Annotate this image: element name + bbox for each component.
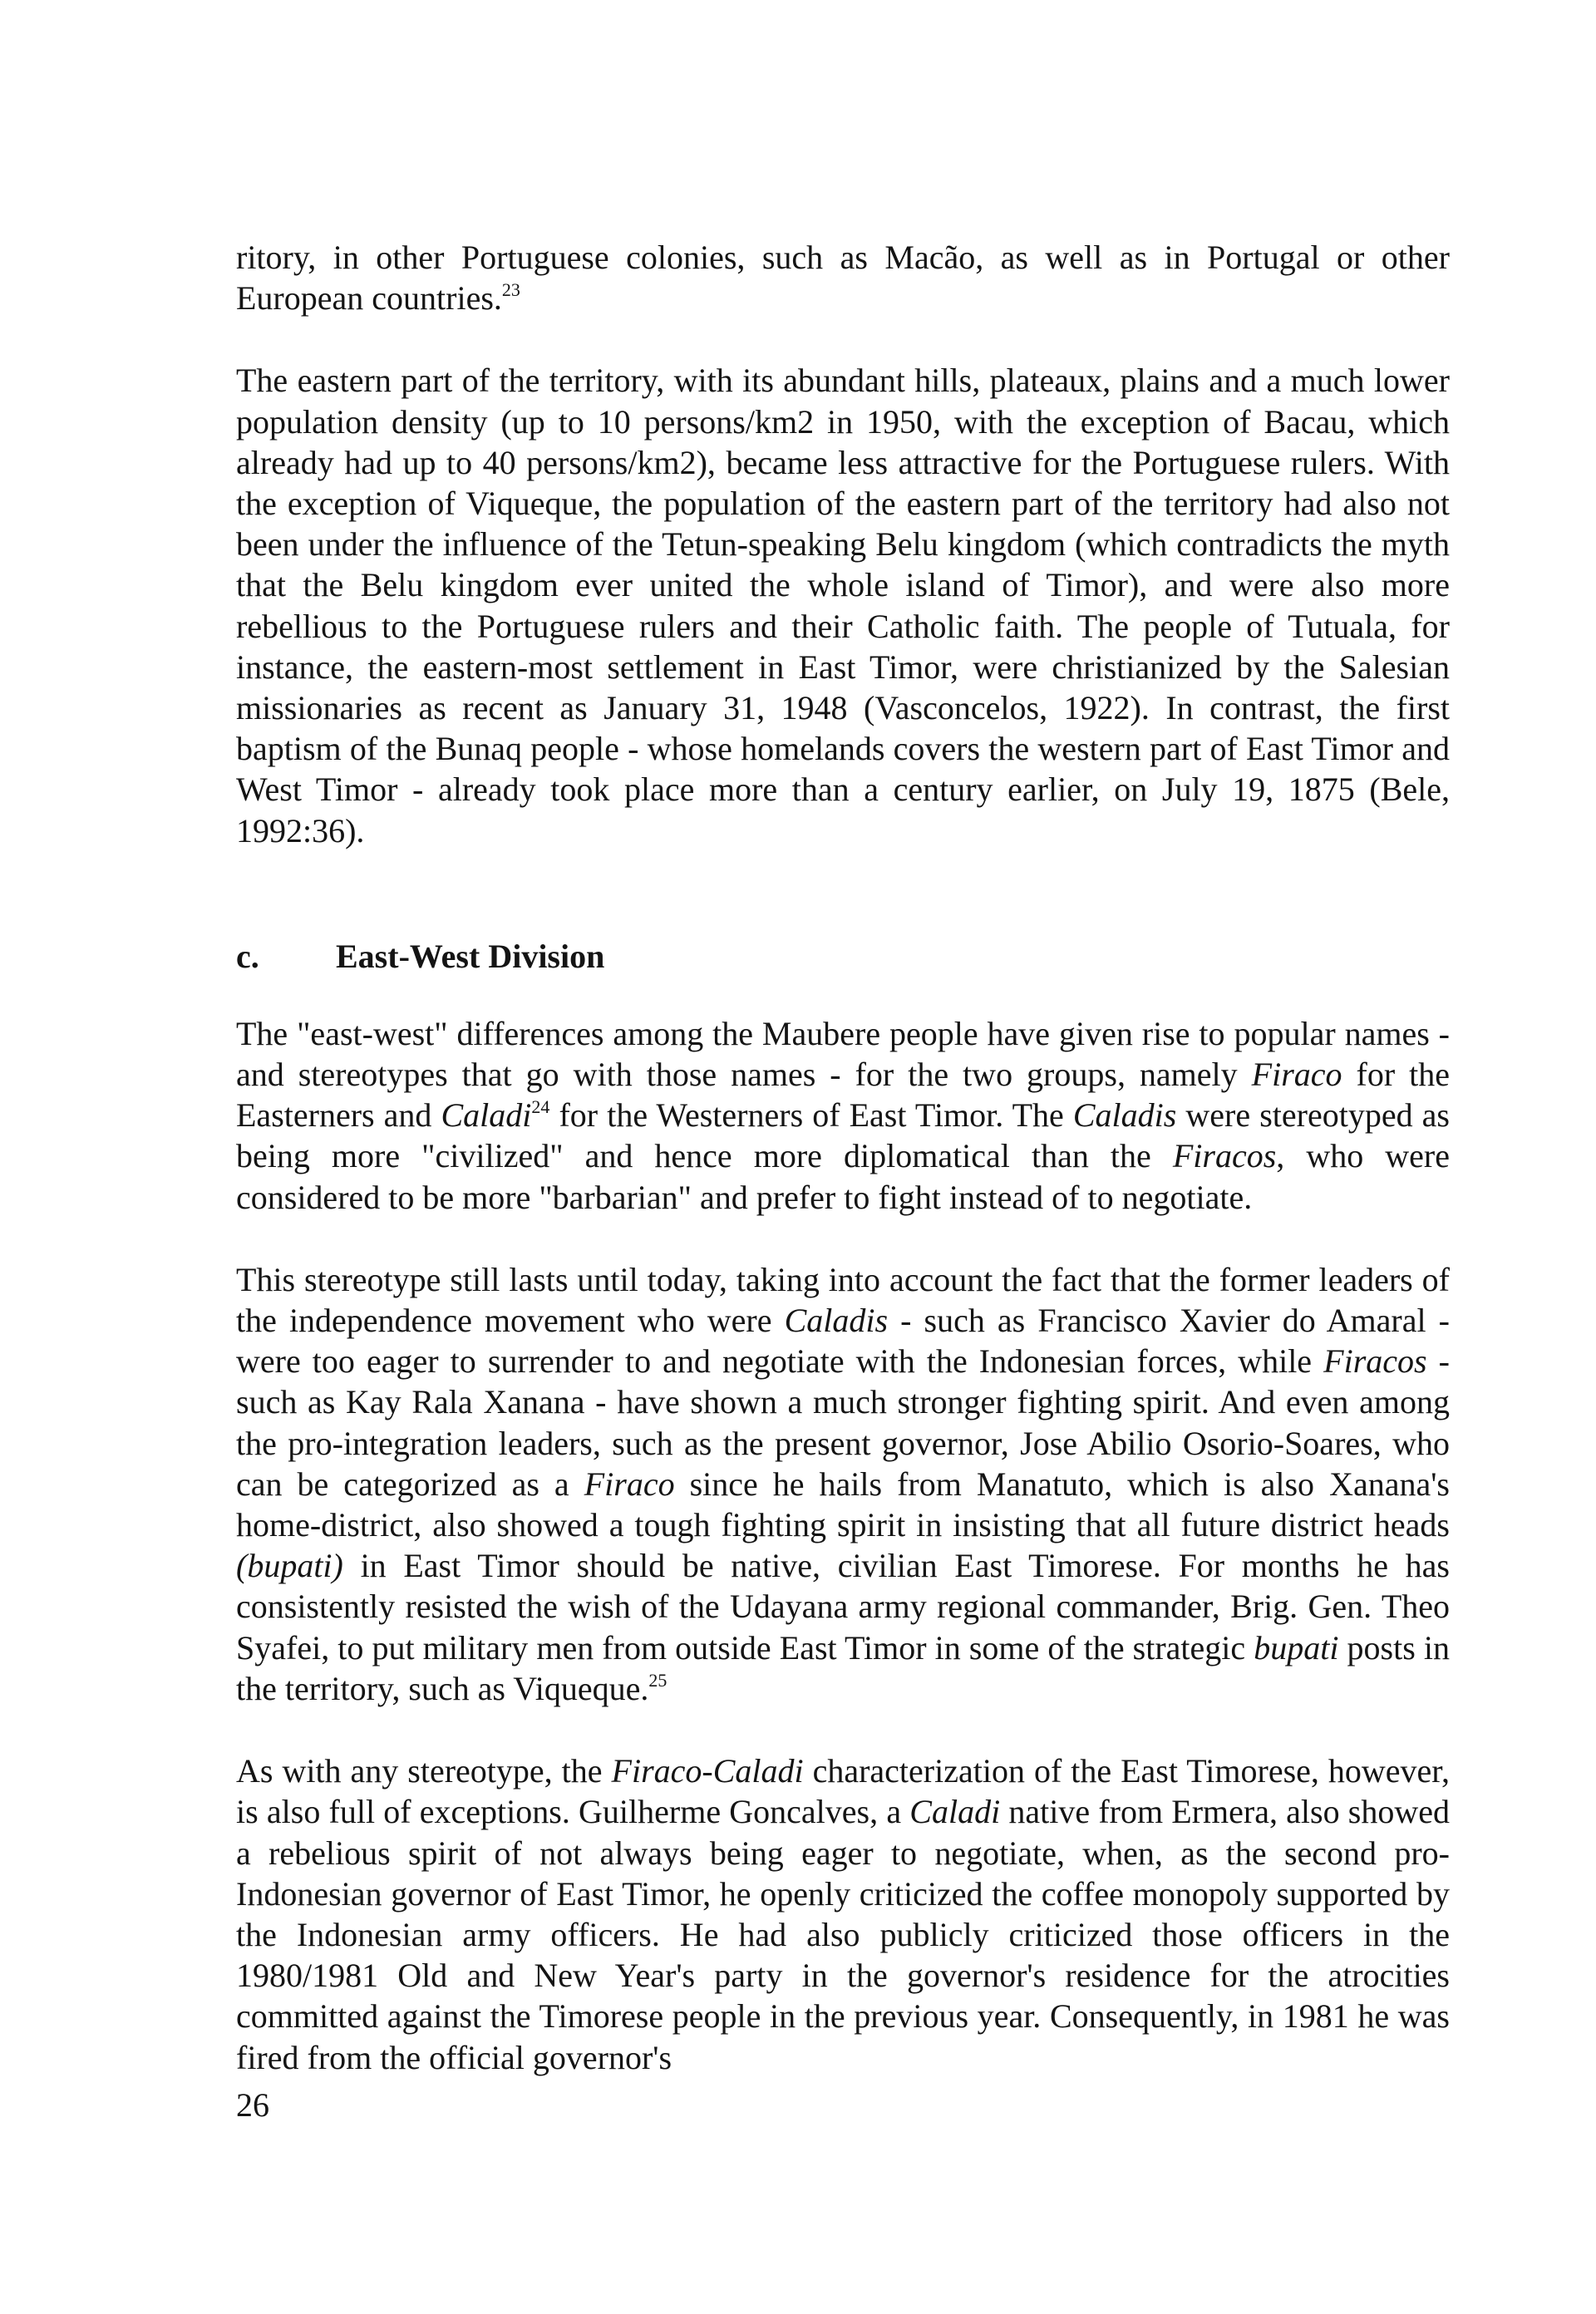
paragraph-3 — [236, 1013, 1450, 1218]
paragraph-text: for the Easterners and — [236, 1056, 1451, 1135]
paragraph-text: posts in the territory, such as Viqueque. — [236, 1628, 1450, 1707]
page-number: 26 — [236, 2086, 269, 2124]
italic-term: Caladi — [441, 1096, 532, 1135]
section-title: East-West Division — [336, 937, 605, 975]
italic-term: Firacos — [1323, 1342, 1427, 1381]
paragraph-4 — [236, 1259, 1450, 1709]
italic-term: Caladis — [784, 1302, 889, 1340]
italic-term: Caladi — [909, 1793, 1001, 1831]
italic-term: Firaco — [584, 1465, 675, 1503]
footnote-ref-23[interactable]: 23 — [501, 278, 520, 300]
paragraph-text: for the Westerners of East Timor. The — [549, 1096, 1073, 1135]
paragraph-text: This stereotype still lasts until today, taking into account the fact that the former leaders of the independence movement who were — [236, 1260, 1450, 1340]
paragraph-2 — [236, 360, 1450, 850]
page-body — [236, 237, 1450, 2078]
paragraph-text: since he hails from Manatuto, which is also Xanana's home-district, also showed a tough fighting spirit in insisting that all future district heads — [236, 1465, 1450, 1544]
paragraph-text: in East Timor should be native, civilian East Timorese. For months he has consistently resisted the wish of the Udayana army regional commander, Brig. Gen. Theo Syafei, to put military men from outside East Timor in some of the strategic — [236, 1547, 1450, 1667]
paragraph-1 — [236, 237, 1450, 318]
italic-term: Firacos — [1172, 1137, 1277, 1175]
paragraph-text: were stereotyped as being more "civilized" and hence more diplomatical than the — [236, 1096, 1450, 1175]
paragraph-text: , who were considered to be more "barbarian" and prefer to fight instead of to negotiate. — [236, 1137, 1450, 1216]
paragraph-5 — [236, 1750, 1450, 2078]
paragraph-text: - such as Francisco Xavier do Amaral - were too eager to surrender to and negotiate with the Indonesian forces, while — [236, 1302, 1451, 1381]
italic-term: Firaco — [1251, 1056, 1342, 1094]
paragraph-text: The eastern part of the territory, with its abundant hills, plateaux, plains and a much lower population density (up to 10 persons/km2 in 1950, with the exception of Bacau, which already had up to 40 persons/km2), became less attractive for the Portuguese rulers. With the exception of Viqueque, the population of the eastern part of the territory had also not been under the influence of the Tetun-speaking Belu kingdom (which contradicts the myth that the Belu kingdom ever united the whole island of Timor), and were also more rebellious to the Portuguese rulers and their Catholic faith. The people of Tutuala, for instance, the eastern-most settlement in East Timor, were christianized by the Salesian missionaries as recent as January 31, 1948 (Vasconcelos, 1922). In contrast, the first baptism of the Bunaq people - whose homelands covers the western part of East Timor and West Timor - already took place more than a century earlier, on July 19, 1875 (Bele, 1992:36). — [236, 362, 1450, 849]
paragraph-text: As with any stereotype, the — [236, 1752, 612, 1790]
paragraph-text: characterization of the East Timorese, however, is also full of exceptions. Guilherme Goncalves, a — [236, 1752, 1451, 1831]
paragraph-text: native from Ermera, also showed a rebelious spirit of not always being eager to negotiate, when, as the second pro-Indonesian governor of East Timor, he openly criticized the coffee monopoly supported by the Indonesian army officers. He had also publicly criticized those officers in the 1980/1981 Old and New Year's party in the governor's residence for the atrocities committed against the Timorese people in the previous year. Consequently, in 1981 he was fired from the official governor's — [236, 1793, 1451, 2076]
paragraph-text: - such as Kay Rala Xanana - have shown a much stronger fighting spirit. And even among the pro-integration leaders, such as the present governor, Jose Abilio Osorio-Soares, who can be categorized as a — [236, 1342, 1450, 1503]
italic-term: Caladis — [1072, 1096, 1177, 1135]
italic-term: Firaco-Caladi — [611, 1752, 804, 1790]
paragraph-text: The "east-west" differences among the Maubere people have given rise to popular names - and stereotypes that go with those names - for the two groups, namely — [236, 1014, 1450, 1094]
italic-term: bupati — [1254, 1628, 1339, 1667]
paragraph-text: ritory, in other Portuguese colonies, such as Macão, as well as in Portugal or other European countries. — [236, 239, 1450, 318]
section-letter: c. — [236, 937, 259, 975]
footnote-ref-24[interactable]: 24 — [531, 1095, 550, 1117]
section-heading — [236, 936, 1450, 977]
footnote-ref-25[interactable]: 25 — [648, 1669, 667, 1691]
italic-term: (bupati) — [236, 1547, 343, 1585]
